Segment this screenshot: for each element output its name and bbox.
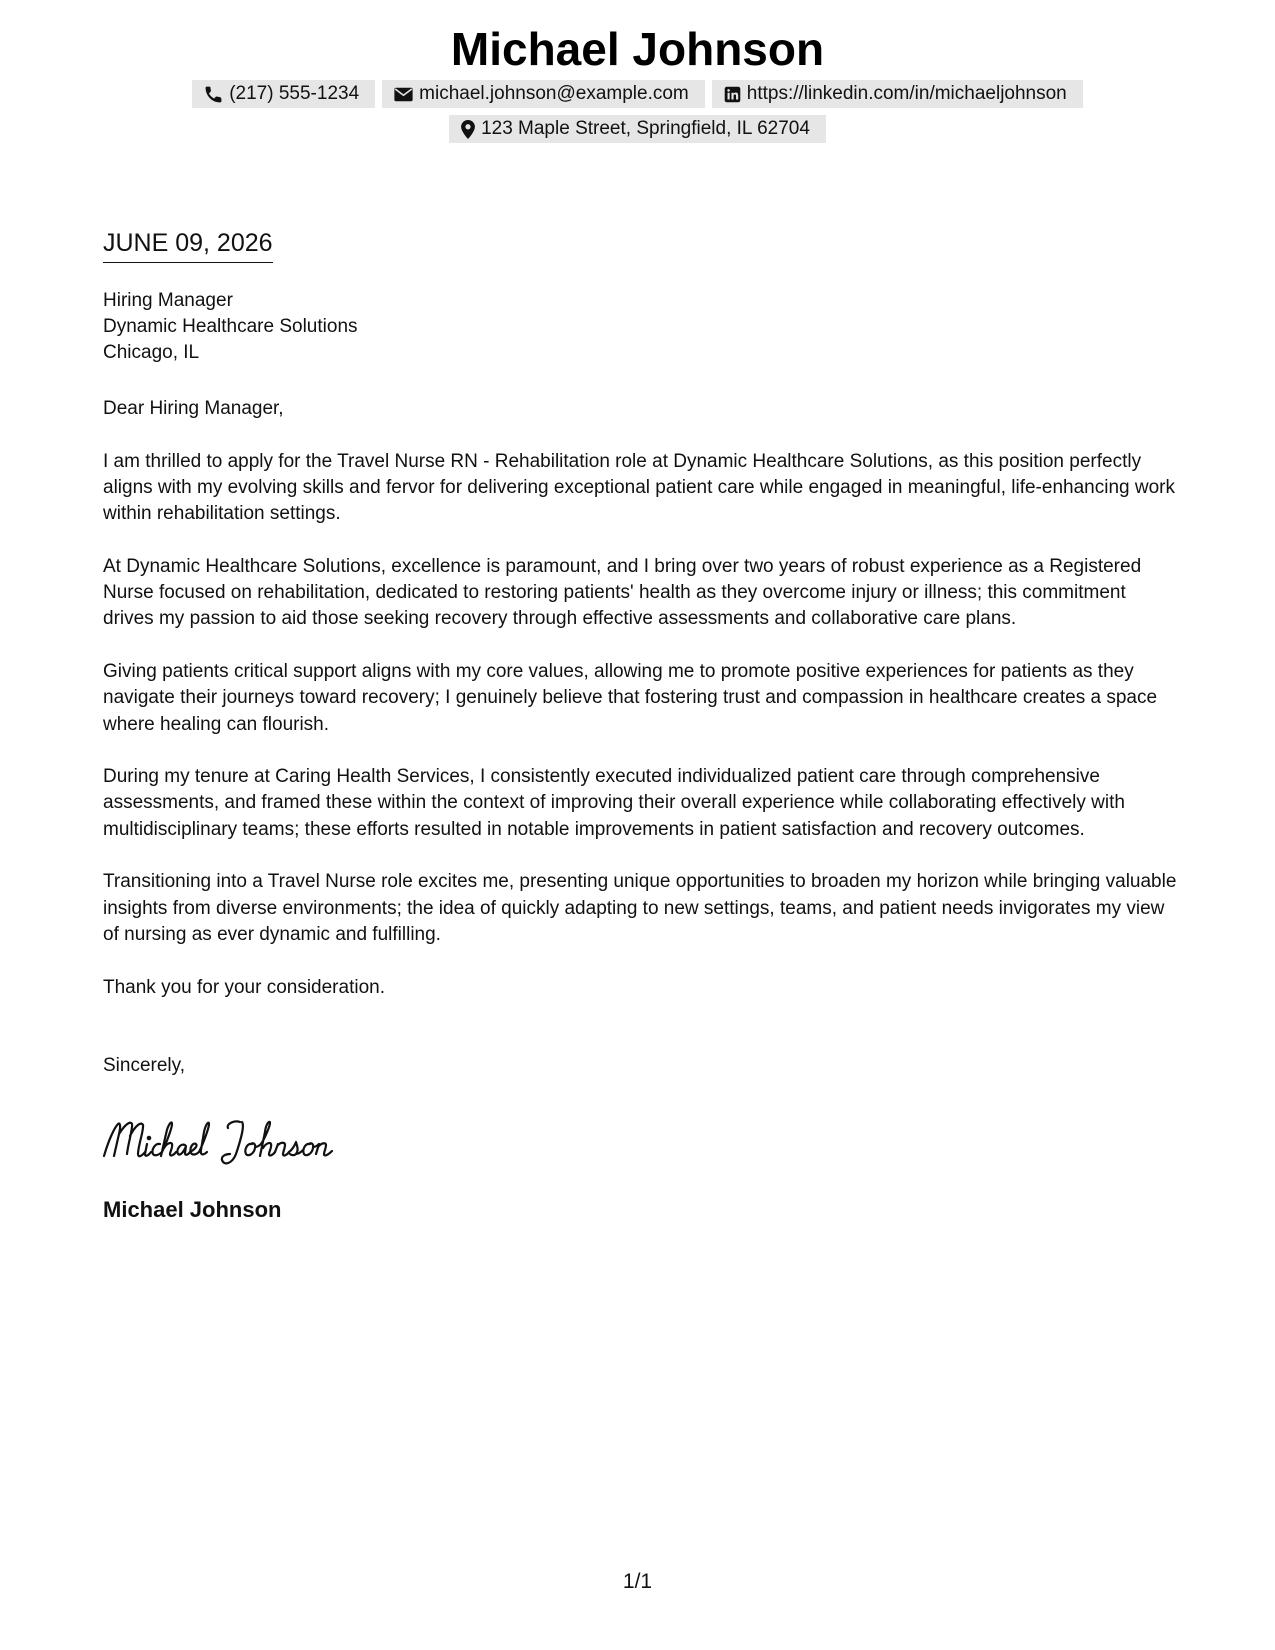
phone-icon	[204, 85, 223, 104]
linkedin-text: https://linkedin.com/in/michaeljohnson	[746, 83, 1067, 104]
letter-date: JUNE 09, 2026	[103, 229, 273, 263]
recipient-company: Dynamic Healthcare Solutions	[103, 316, 358, 337]
recipient-location: Chicago, IL	[103, 342, 200, 363]
contact-row-secondary	[0, 115, 1275, 143]
contact-linkedin	[712, 80, 1083, 108]
map-marker-icon	[461, 120, 475, 139]
handwritten-signature	[100, 1112, 370, 1168]
body-paragraph: Giving patients critical support aligns with my core values, allowing me to promote positive experiences for patients as they navigate their journeys toward recovery; I genuinely believe that fostering trust and compassion in healthcare creates a space where healing can flourish.	[103, 660, 1158, 735]
closing: Sincerely,	[103, 1055, 186, 1076]
applicant-name-heading: Michael Johnson	[450, 23, 825, 75]
linkedin-icon	[724, 86, 741, 103]
contact-address	[449, 115, 826, 143]
email-text: michael.johnson@example.com	[419, 83, 689, 104]
body-paragraph: At Dynamic Healthcare Solutions, excellence is paramount, and I bring over two years of robust experience as a Registered Nurse focused on rehabilitation, dedicated to restoring patients' health as they overcome injury or illness; this commitment drives my passion to aid those seeking recovery through effective assessments and collaborative care plans.	[103, 555, 1142, 630]
letter-body	[103, 396, 1178, 1027]
salutation: Dear Hiring Manager,	[103, 398, 284, 419]
address-text: 123 Maple Street, Springfield, IL 62704	[481, 118, 810, 139]
page-number: 1/1	[622, 1570, 653, 1593]
contact-row-primary	[0, 80, 1275, 108]
body-paragraph: Transitioning into a Travel Nurse role excites me, presenting unique opportunities to broaden my horizon while bringing valuable insights from diverse environments; the idea of quickly adapting to new settings, teams, and patient needs invigorates my view of nursing as ever dynamic and fulfilling.	[103, 871, 1177, 945]
body-paragraph: During my tenure at Caring Health Services, I consistently executed individualized patient care through comprehensive assessments, and framed these within the context of improving their overall experience while collaborating effectively with multidisciplinary teams; these efforts resulted in notable improvements in patient satisfaction and recovery outcomes.	[103, 766, 1125, 840]
envelope-icon	[394, 87, 413, 102]
body-paragraph: I am thrilled to apply for the Travel Nurse RN - Rehabilitation role at Dynamic Healthcare Solutions, as this position perfectly aligns with my evolving skills and fervor for delivering exceptional patient care while engaged in meaningful, life-enhancing work within rehabilitation settings.	[103, 450, 1175, 525]
recipient-block	[103, 288, 358, 366]
signed-name: Michael Johnson	[103, 1197, 282, 1222]
contact-phone	[192, 80, 375, 108]
phone-text: (217) 555-1234	[229, 83, 360, 104]
contact-email	[382, 80, 705, 108]
thank-you-line: Thank you for your consideration.	[103, 976, 385, 998]
recipient-title: Hiring Manager	[103, 290, 233, 311]
